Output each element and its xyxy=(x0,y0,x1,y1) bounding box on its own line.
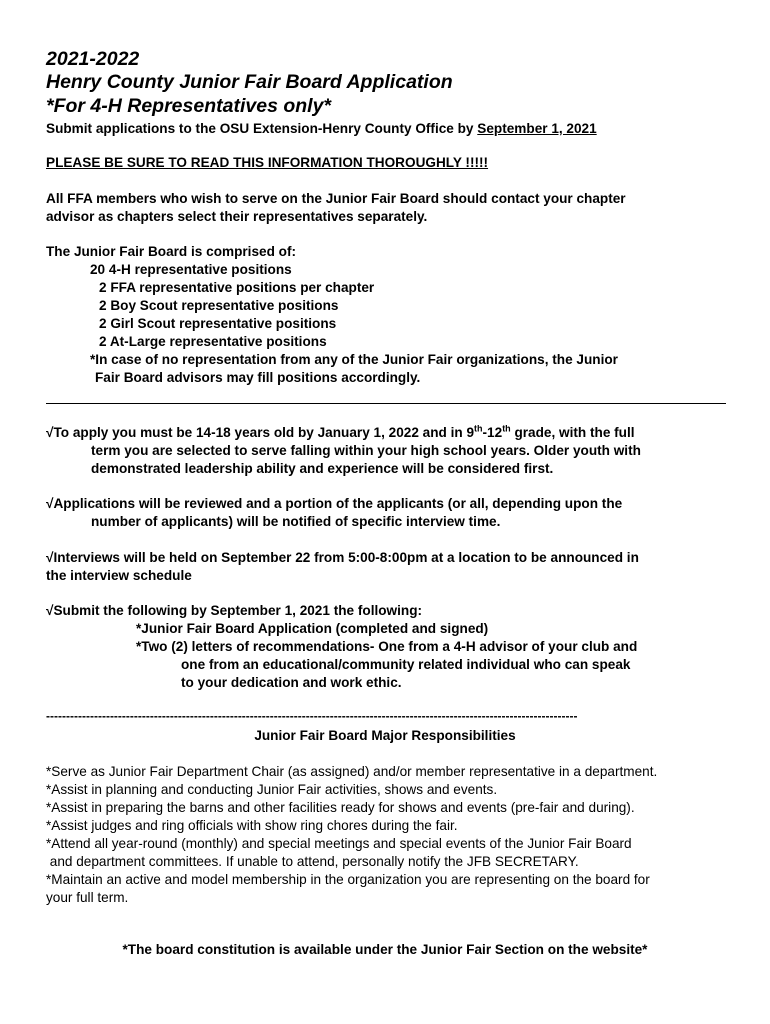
footer-note: *The board constitution is available under the Junior Fair Section on the website* xyxy=(122,942,648,957)
superscript: th xyxy=(474,423,483,434)
submit-requirement xyxy=(46,602,422,620)
responsibility-line: *Assist in preparing the barns and other facilities ready for shows and events (pre-fair and during). xyxy=(46,800,635,815)
composition-footnote-line-1: *In case of no representation from any of the Junior Fair organizations, the Junior xyxy=(90,352,618,367)
interview-requirement-text: Interviews will be held on September 22 from 5:00-8:00pm at a location to be announced in xyxy=(53,550,639,565)
responsibility-line: *Maintain an active and model membership in the organization you are representing on the board for xyxy=(46,872,650,887)
responsibilities-heading: Junior Fair Board Major Responsibilities xyxy=(254,728,516,743)
review-requirement xyxy=(46,495,622,513)
responsibility-line: *Serve as Junior Fair Department Chair (as assigned) and/or member representative in a department. xyxy=(46,764,658,779)
composition-item: 2 Boy Scout representative positions xyxy=(99,298,339,313)
submit-item-letters: *Two (2) letters of recommendations- One from a 4-H advisor of your club and xyxy=(136,639,638,654)
age-requirement-text: -12 xyxy=(482,425,503,440)
composition-heading: The Junior Fair Board is comprised of: xyxy=(46,244,297,259)
age-requirement-text: grade, with the full xyxy=(510,425,635,440)
responsibility-line: your full term. xyxy=(46,890,129,905)
composition-item: 20 4-H representative positions xyxy=(90,262,292,277)
interview-requirement-line-2: the interview schedule xyxy=(46,568,192,583)
check-mark-icon: √ xyxy=(46,425,54,440)
submit-item-letters-line-3: to your dedication and work ethic. xyxy=(181,675,402,690)
section-divider xyxy=(46,403,726,404)
submit-item-application: *Junior Fair Board Application (completed and signed) xyxy=(136,621,489,636)
dashed-separator: ------------------------------------------------------------------------------------------------------------------------------------- xyxy=(46,710,578,722)
composition-footnote-line-2: Fair Board advisors may fill positions accordingly. xyxy=(95,370,421,385)
responsibility-line: and department committees. If unable to attend, personally notify the JFB SECRETARY. xyxy=(46,854,579,869)
ffa-note-line-1: All FFA members who wish to serve on the Junior Fair Board should contact your chapter xyxy=(46,191,626,206)
submit-requirement-text: Submit the following by September 1, 2021 the following: xyxy=(53,603,423,618)
composition-item: 2 FFA representative positions per chapter xyxy=(99,280,375,295)
check-mark-icon: √ xyxy=(46,603,54,618)
responsibility-line: *Assist in planning and conducting Junior Fair activities, shows and events. xyxy=(46,782,498,797)
review-requirement-text: Applications will be reviewed and a portion of the applicants (or all, depending upon the xyxy=(53,496,623,511)
read-notice: PLEASE BE SURE TO READ THIS INFORMATION THOROUGHLY !!!!! xyxy=(46,155,489,170)
ffa-note-line-2: advisor as chapters select their representatives separately. xyxy=(46,209,428,224)
page-title: Henry County Junior Fair Board Application xyxy=(46,71,453,93)
composition-item: 2 Girl Scout representative positions xyxy=(99,316,337,331)
interview-requirement xyxy=(46,549,639,567)
check-mark-icon: √ xyxy=(46,550,54,565)
age-requirement-line-3: demonstrated leadership ability and experience will be considered first. xyxy=(91,461,554,476)
age-requirement-text: To apply you must be 14-18 years old by January 1, 2022 and in 9 xyxy=(53,425,475,440)
submit-instruction xyxy=(46,120,597,138)
check-mark-icon: √ xyxy=(46,496,54,511)
page-subtitle: *For 4-H Representatives only* xyxy=(46,95,332,117)
submit-item-letters-line-2: one from an educational/community related individual who can speak xyxy=(181,657,631,672)
responsibility-line: *Assist judges and ring officials with show ring chores during the fair. xyxy=(46,818,458,833)
age-requirement-line-2: term you are selected to serve falling within your high school years. Older youth with xyxy=(91,443,641,458)
age-requirement xyxy=(46,424,635,442)
submit-instruction-text: Submit applications to the OSU Extension-Henry County Office by xyxy=(46,121,478,136)
year-heading: 2021-2022 xyxy=(46,48,140,70)
composition-item: 2 At-Large representative positions xyxy=(99,334,327,349)
responsibility-line: *Attend all year-round (monthly) and special meetings and special events of the Junior Fair Board xyxy=(46,836,632,851)
submit-deadline: September 1, 2021 xyxy=(477,121,597,136)
review-requirement-line-2: number of applicants) will be notified of specific interview time. xyxy=(91,514,501,529)
superscript: th xyxy=(502,423,511,434)
